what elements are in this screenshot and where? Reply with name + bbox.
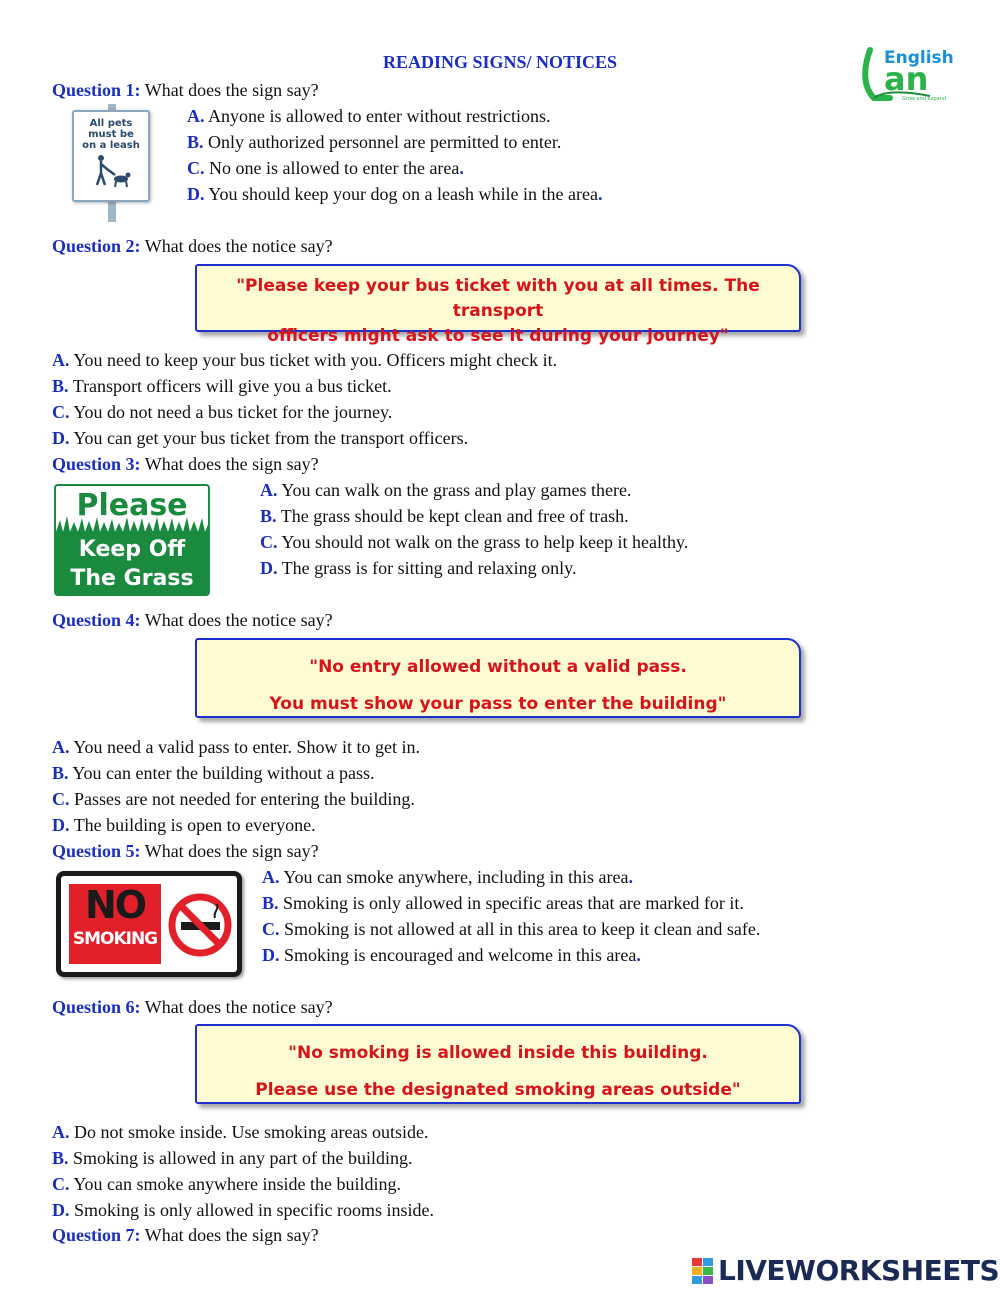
liveworksheets-blocks-icon bbox=[692, 1258, 714, 1284]
no-smoking-sign-image bbox=[56, 871, 242, 977]
question-2-option-b[interactable]: B. Transport officers will give you a bus ticket. bbox=[52, 376, 392, 396]
notice-line: Please use the designated smoking areas outside" bbox=[255, 1080, 741, 1100]
question-1-option-c[interactable]: C. No one is allowed to enter the area. bbox=[187, 158, 464, 178]
question-4-option-b[interactable]: B. You can enter the building without a pass. bbox=[52, 763, 375, 783]
logo-tagline: Grow and expand bbox=[902, 96, 947, 102]
question-6: Question 6: What does the notice say? bbox=[52, 997, 333, 1017]
question-2: Question 2: What does the notice say? bbox=[52, 236, 333, 256]
question-4-option-d[interactable]: D. The building is open to everyone. bbox=[52, 815, 316, 835]
sign-text-line: All pets bbox=[89, 118, 133, 129]
dog-walker-icon bbox=[91, 153, 131, 189]
sign-text-line: Please bbox=[76, 488, 188, 523]
question-4-option-a[interactable]: A. You need a valid pass to enter. Show it to get in. bbox=[52, 737, 420, 757]
question-4: Question 4: What does the notice say? bbox=[52, 610, 333, 630]
sign-text-line: on a leash bbox=[82, 140, 140, 151]
question-7: Question 7: What does the sign say? bbox=[52, 1225, 319, 1245]
logo-brand-top: English bbox=[884, 48, 954, 68]
question-3: Question 3: What does the sign say? bbox=[52, 454, 319, 474]
question-5-option-c[interactable]: C. Smoking is not allowed at all in this area to keep it clean and safe. bbox=[262, 919, 761, 939]
notice-line: You must show your pass to enter the building" bbox=[269, 694, 727, 714]
notice-line: "No entry allowed without a valid pass. bbox=[309, 657, 687, 677]
sign-text-line: NO bbox=[84, 883, 146, 927]
question-5-option-a[interactable]: A. You can smoke anywhere, including in this area. bbox=[262, 867, 633, 887]
question-6-option-b[interactable]: B. Smoking is allowed in any part of the building. bbox=[52, 1148, 413, 1168]
notice-line: officers might ask to see it during your journey" bbox=[267, 326, 729, 346]
question-6-option-c[interactable]: C. You can smoke anywhere inside the building. bbox=[52, 1174, 401, 1194]
question-3-option-c[interactable]: C. You should not walk on the grass to help keep it healthy. bbox=[260, 532, 689, 552]
question-6-option-d[interactable]: D. Smoking is only allowed in specific rooms inside. bbox=[52, 1200, 434, 1220]
sign-text-line: The Grass bbox=[70, 566, 194, 591]
liveworksheets-text: LIVEWORKSHEETS bbox=[718, 1254, 1000, 1287]
page-title: READING SIGNS/ NOTICES bbox=[382, 52, 618, 72]
question-5-option-d[interactable]: D. Smoking is encouraged and welcome in this area. bbox=[262, 945, 641, 965]
question-3-option-d[interactable]: D. The grass is for sitting and relaxing only. bbox=[260, 558, 577, 578]
notice-box bbox=[195, 1024, 801, 1104]
question-prompt: What does the sign say? bbox=[144, 80, 319, 100]
question-1 bbox=[52, 80, 319, 101]
question-1-option-d[interactable]: D. You should keep your dog on a leash while in the area. bbox=[187, 184, 603, 204]
question-4-option-c[interactable]: C. Passes are not needed for entering the building. bbox=[52, 789, 415, 809]
question-2-option-c[interactable]: C. You do not need a bus ticket for the journey. bbox=[52, 402, 393, 422]
question-2-option-d[interactable]: D. You can get your bus ticket from the transport officers. bbox=[52, 428, 469, 448]
notice-line: "Please keep your bus ticket with you at all times. The transport bbox=[236, 276, 760, 321]
grass-icon bbox=[56, 514, 210, 532]
logo-brand-main: an bbox=[884, 60, 929, 98]
keep-off-grass-sign-image bbox=[54, 484, 210, 596]
liveworksheets-logo[interactable] bbox=[692, 1254, 1000, 1288]
notice-line: "No smoking is allowed inside this building. bbox=[288, 1043, 708, 1063]
english-lan-logo bbox=[860, 46, 954, 104]
no-smoking-icon bbox=[167, 892, 233, 958]
question-1-option-a[interactable]: A. Anyone is allowed to enter without restrictions. bbox=[187, 106, 551, 126]
question-5: Question 5: What does the sign say? bbox=[52, 841, 319, 861]
question-1-option-b[interactable]: B. Only authorized personnel are permitted to enter. bbox=[187, 132, 562, 152]
sign-text-line: Keep Off bbox=[78, 537, 186, 562]
question-5-option-b[interactable]: B. Smoking is only allowed in specific areas that are marked for it. bbox=[262, 893, 744, 913]
notice-box bbox=[195, 264, 801, 346]
sign-text-line: SMOKING bbox=[72, 929, 158, 949]
question-3-option-a[interactable]: A. You can walk on the grass and play games there. bbox=[260, 480, 632, 500]
question-label: Question 1: bbox=[52, 80, 141, 100]
sign-text-line: must be bbox=[88, 129, 134, 140]
question-3-option-b[interactable]: B. The grass should be kept clean and free of trash. bbox=[260, 506, 629, 526]
pets-leash-sign-image bbox=[72, 104, 152, 222]
question-2-option-a[interactable]: A. You need to keep your bus ticket with you. Officers might check it. bbox=[52, 350, 558, 370]
notice-box bbox=[195, 638, 801, 718]
question-6-option-a[interactable]: A. Do not smoke inside. Use smoking areas outside. bbox=[52, 1122, 429, 1142]
